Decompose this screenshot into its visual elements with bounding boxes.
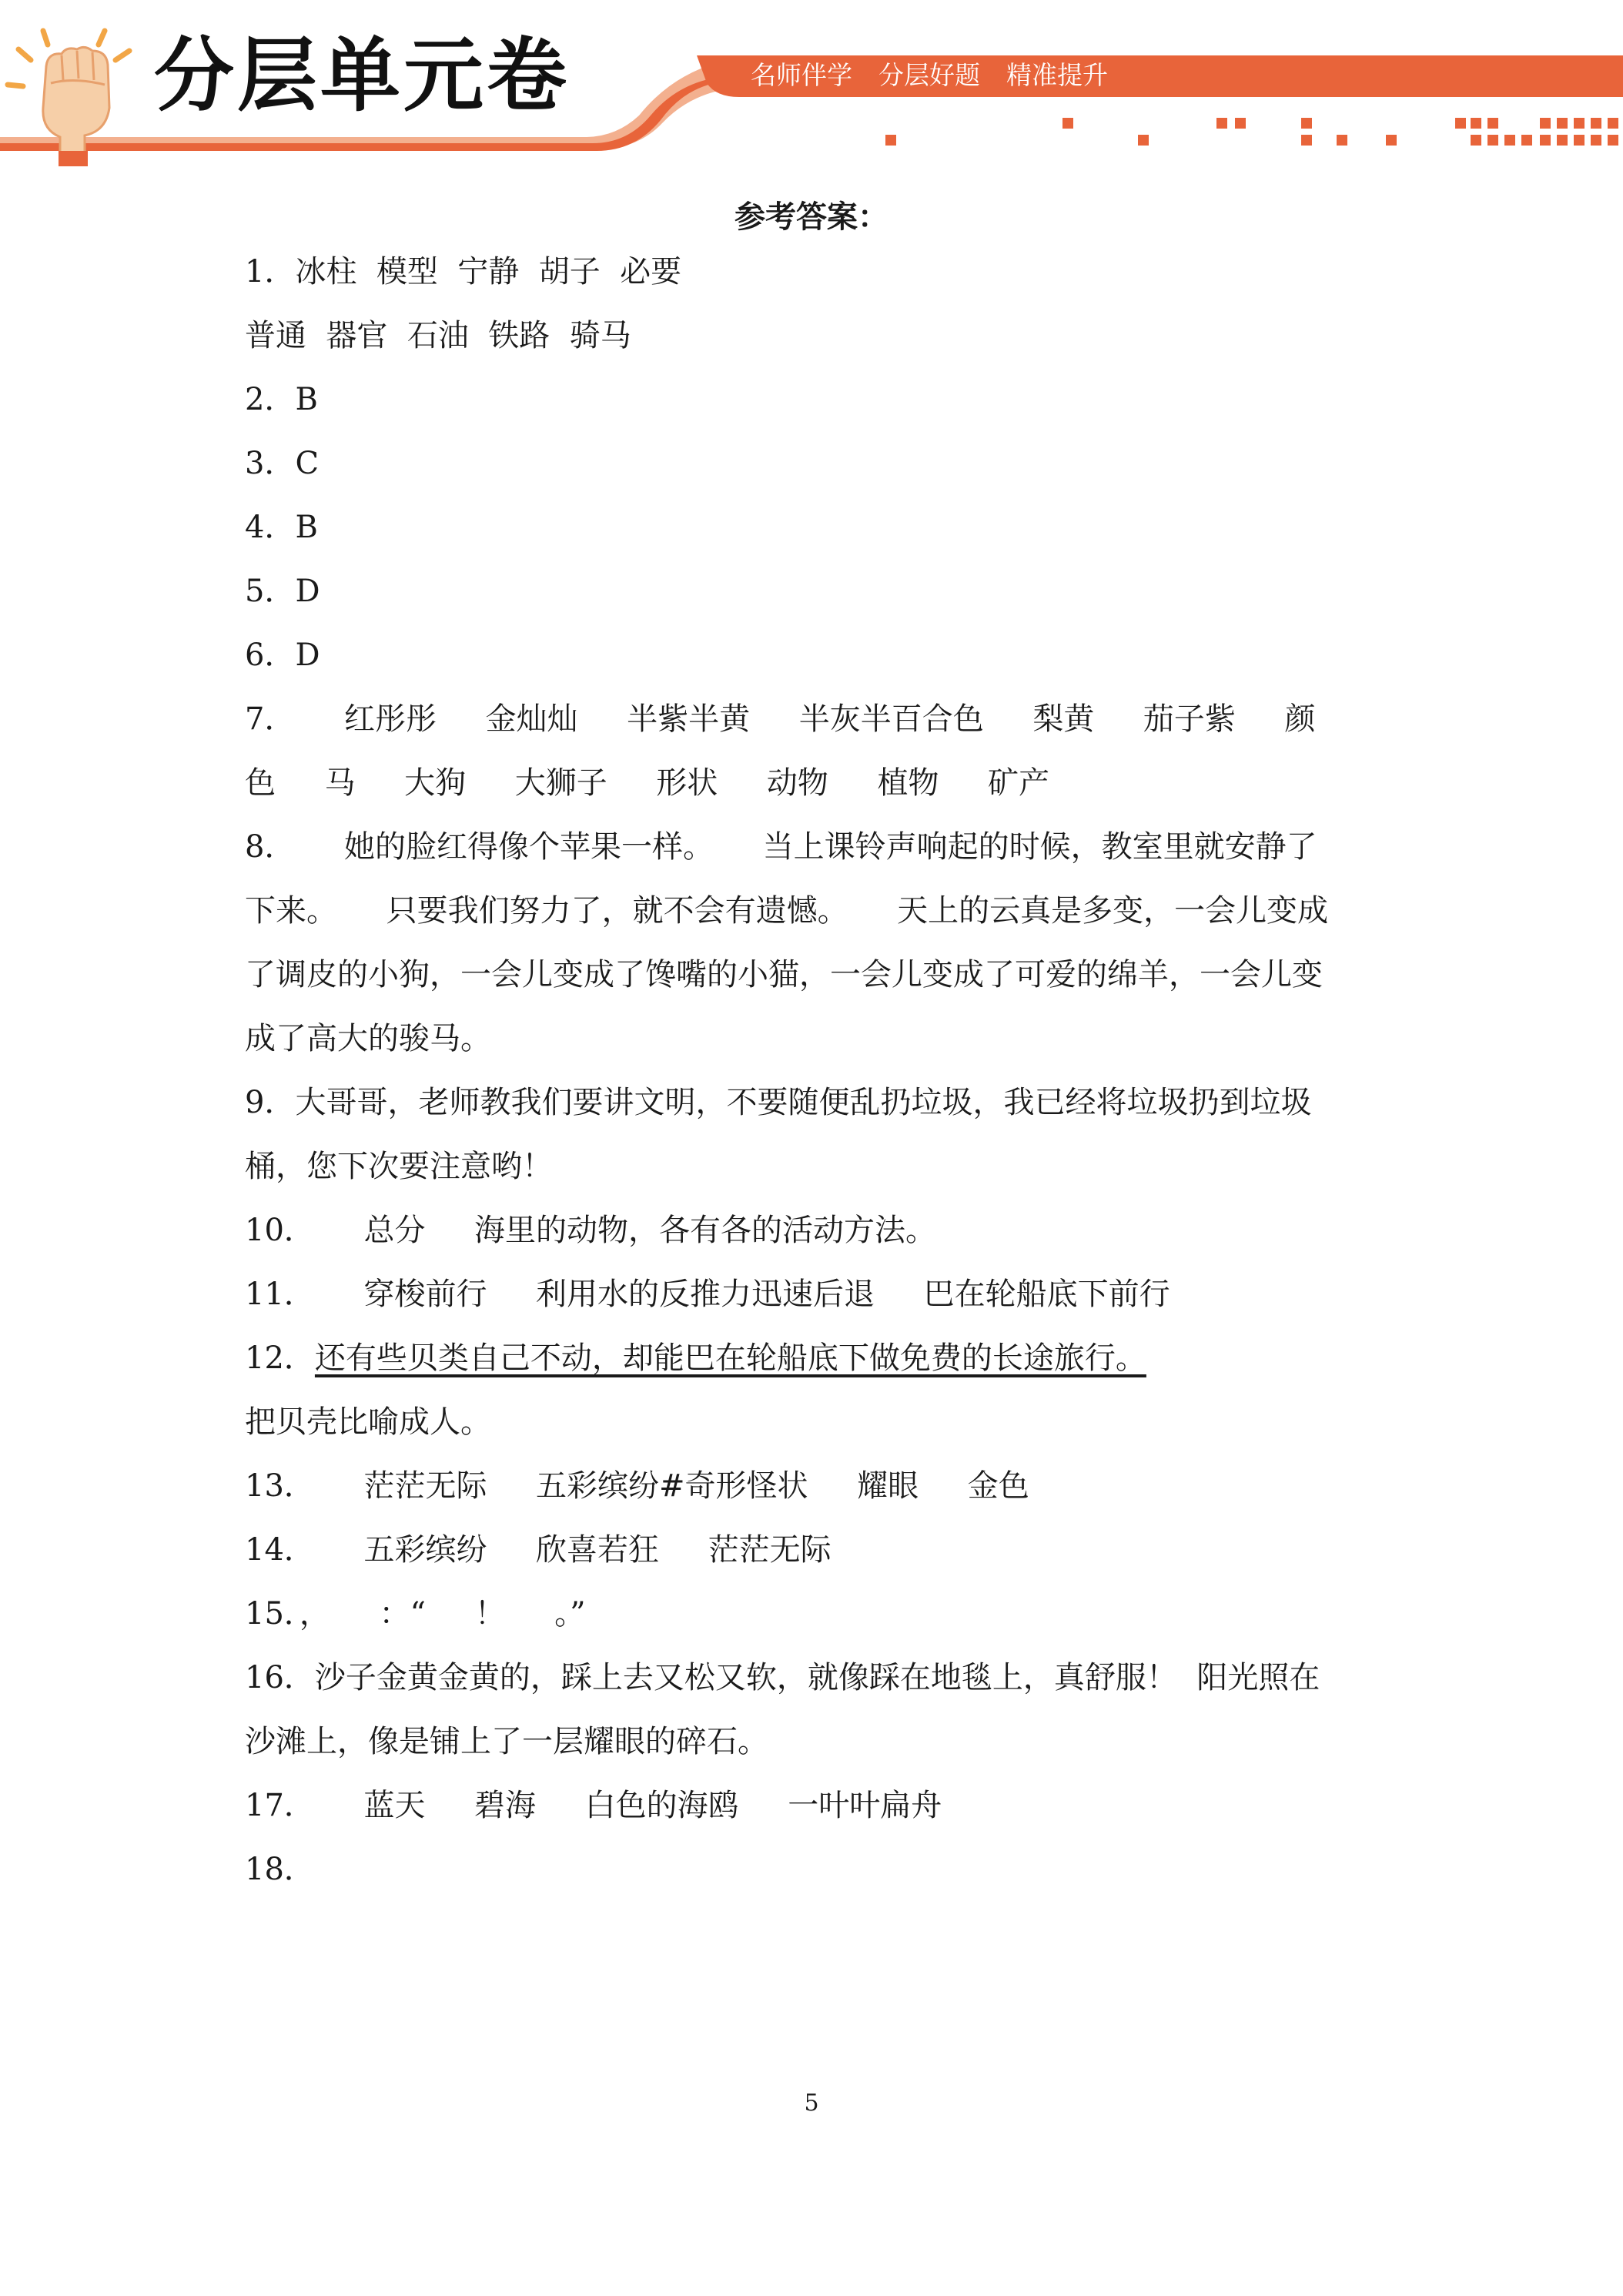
answer-line: 1．冰柱 模型 宁静 胡子 必要 [245,254,682,290]
answer-line: 6．D [245,638,320,673]
answer-line: 17． 蓝天 碧海 白色的海鸥 一叶叶扁舟 [245,1788,942,1823]
answer-line: 8． 她的脸红得像个苹果一样。 当上课铃声响起的时候，教室里就安静了 [245,829,1317,865]
answer-line: 了调皮的小狗，一会儿变成了馋嘴的小猫，一会儿变成了可爱的绵羊，一会儿变 [245,957,1323,992]
answer-line: 成了高大的骏马。 [245,1021,491,1056]
answer-line: 色 马 大狗 大狮子 形状 动物 植物 矿产 [245,765,1050,801]
answer-line: 普通 器官 石油 铁路 骑马 [245,318,631,353]
answer-line: 13． 茫茫无际 五彩缤纷#奇形怪状 耀眼 金色 [245,1468,1029,1504]
answer-line: 沙滩上，像是铺上了一层耀眼的碎石。 [245,1724,768,1759]
answer-line: 桶，您下次要注意哟！ [245,1149,553,1184]
answer-line: 11． 穿梭前行 利用水的反推力迅速后退 巴在轮船底下前行 [245,1277,1170,1312]
header-slogan [751,59,1182,92]
answer-line: 15．， ：“ ！ 。” [245,1596,586,1632]
answer-line: 4．B [245,510,318,545]
answer-line: 14． 五彩缤纷 欣喜若狂 茫茫无际 [245,1532,832,1568]
answer-line: 7． 红彤彤 金灿灿 半紫半黄 半灰半百合色 梨黄 茄子紫 颜 [245,701,1316,737]
slogan-item: 名师伴学 [751,60,852,90]
answer-line-12 [245,1327,1384,1391]
answer-line: 3．C [245,446,320,481]
page-header [0,0,1623,177]
answer-12-number: 12． [245,1340,315,1376]
page-number: 5 [804,2090,819,2117]
answer-12-underlined-sentence: 还有些贝类自己不动，却能巴在轮船底下做免费的长途旅行。 [314,1340,1146,1376]
slogan-item: 分层好题 [878,60,980,90]
answer-line: 10． 总分 海里的动物，各有各的活动方法。 [245,1213,937,1248]
answers-content [245,240,1384,1902]
answer-line: 5．D [245,574,320,609]
answer-line: 下来。 只要我们努力了，就不会有遗憾。 天上的云真是多变，一会儿变成 [245,893,1329,929]
answer-line: 2．B [245,382,318,417]
decorative-squares [885,118,1618,146]
answer-line: 16．沙子金黄金黄的，踩上去又松又软，就像踩在地毯上，真舒服！ 阳光照在 [245,1660,1320,1695]
brand-title: 分层单元卷 [154,28,571,122]
answers-title: 参考答案： [735,199,888,235]
answer-line: 把贝壳比喻成人。 [245,1404,491,1440]
answer-line: 9．大哥哥，老师教我们要讲文明，不要随便乱扔垃圾，我已经将垃圾扔到垃圾 [245,1085,1312,1120]
answer-line: 18． [245,1852,315,1887]
slogan-item: 精准提升 [1006,60,1108,90]
